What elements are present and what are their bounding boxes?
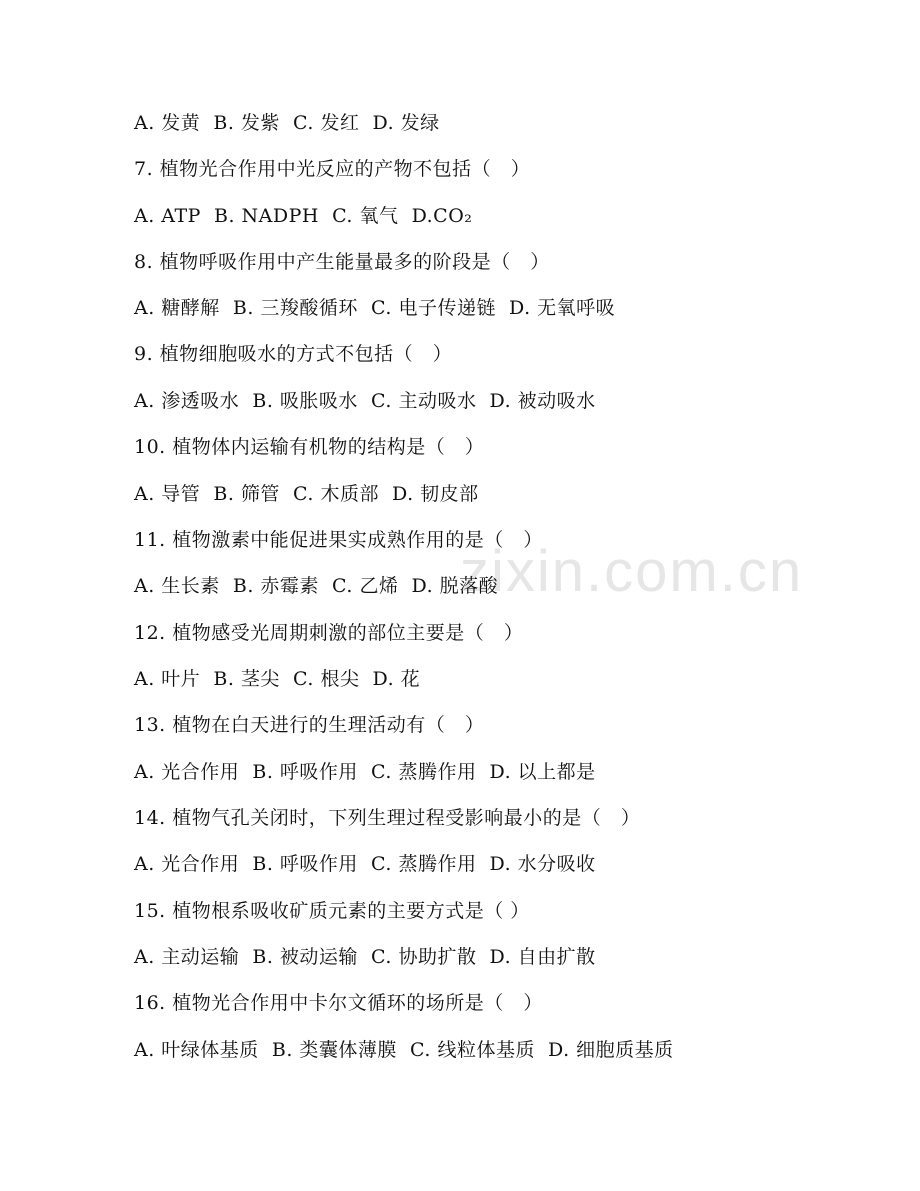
options-q15: A. 主动运输 B. 被动运输 C. 协助扩散 D. 自由扩散 <box>134 946 596 968</box>
options-q10: A. 导管 B. 筛管 C. 木质部 D. 韧皮部 <box>134 483 479 505</box>
question-11: 11. 植物激素中能促进果实成熟作用的是（ ） <box>134 529 543 551</box>
options-q13: A. 光合作用 B. 呼吸作用 C. 蒸腾作用 D. 以上都是 <box>134 761 596 783</box>
watermark: zixin.com.cn <box>460 539 804 604</box>
question-16: 16. 植物光合作用中卡尔文循环的场所是（ ） <box>134 992 543 1014</box>
options-q7: A. ATP B. NADPH C. 氧气 D.CO₂ <box>134 205 473 227</box>
options-q9: A. 渗透吸水 B. 吸胀吸水 C. 主动吸水 D. 被动吸水 <box>134 390 596 412</box>
question-14: 14. 植物气孔关闭时，下列生理过程受影响最小的是（ ） <box>134 807 641 829</box>
options-q6: A. 发黄 B. 发紫 C. 发红 D. 发绿 <box>134 112 440 134</box>
options-q16: A. 叶绿体基质 B. 类囊体薄膜 C. 线粒体基质 D. 细胞质基质 <box>134 1039 674 1061</box>
question-12: 12. 植物感受光周期刺激的部位主要是（ ） <box>134 622 524 644</box>
question-8: 8. 植物呼吸作用中产生能量最多的阶段是（ ） <box>134 251 550 273</box>
question-9: 9. 植物细胞吸水的方式不包括（ ） <box>134 343 453 365</box>
options-q8: A. 糖酵解 B. 三羧酸循环 C. 电子传递链 D. 无氧呼吸 <box>134 297 616 319</box>
question-13: 13. 植物在白天进行的生理活动有（ ） <box>134 714 485 736</box>
question-15: 15. 植物根系吸收矿质元素的主要方式是（ ） <box>134 900 530 922</box>
options-q12: A. 叶片 B. 茎尖 C. 根尖 D. 花 <box>134 668 421 690</box>
options-q11: A. 生长素 B. 赤霉素 C. 乙烯 D. 脱落酸 <box>134 575 499 597</box>
question-10: 10. 植物体内运输有机物的结构是（ ） <box>134 436 485 458</box>
question-7: 7. 植物光合作用中光反应的产物不包括（ ） <box>134 158 531 180</box>
options-q14: A. 光合作用 B. 呼吸作用 C. 蒸腾作用 D. 水分吸收 <box>134 853 596 875</box>
